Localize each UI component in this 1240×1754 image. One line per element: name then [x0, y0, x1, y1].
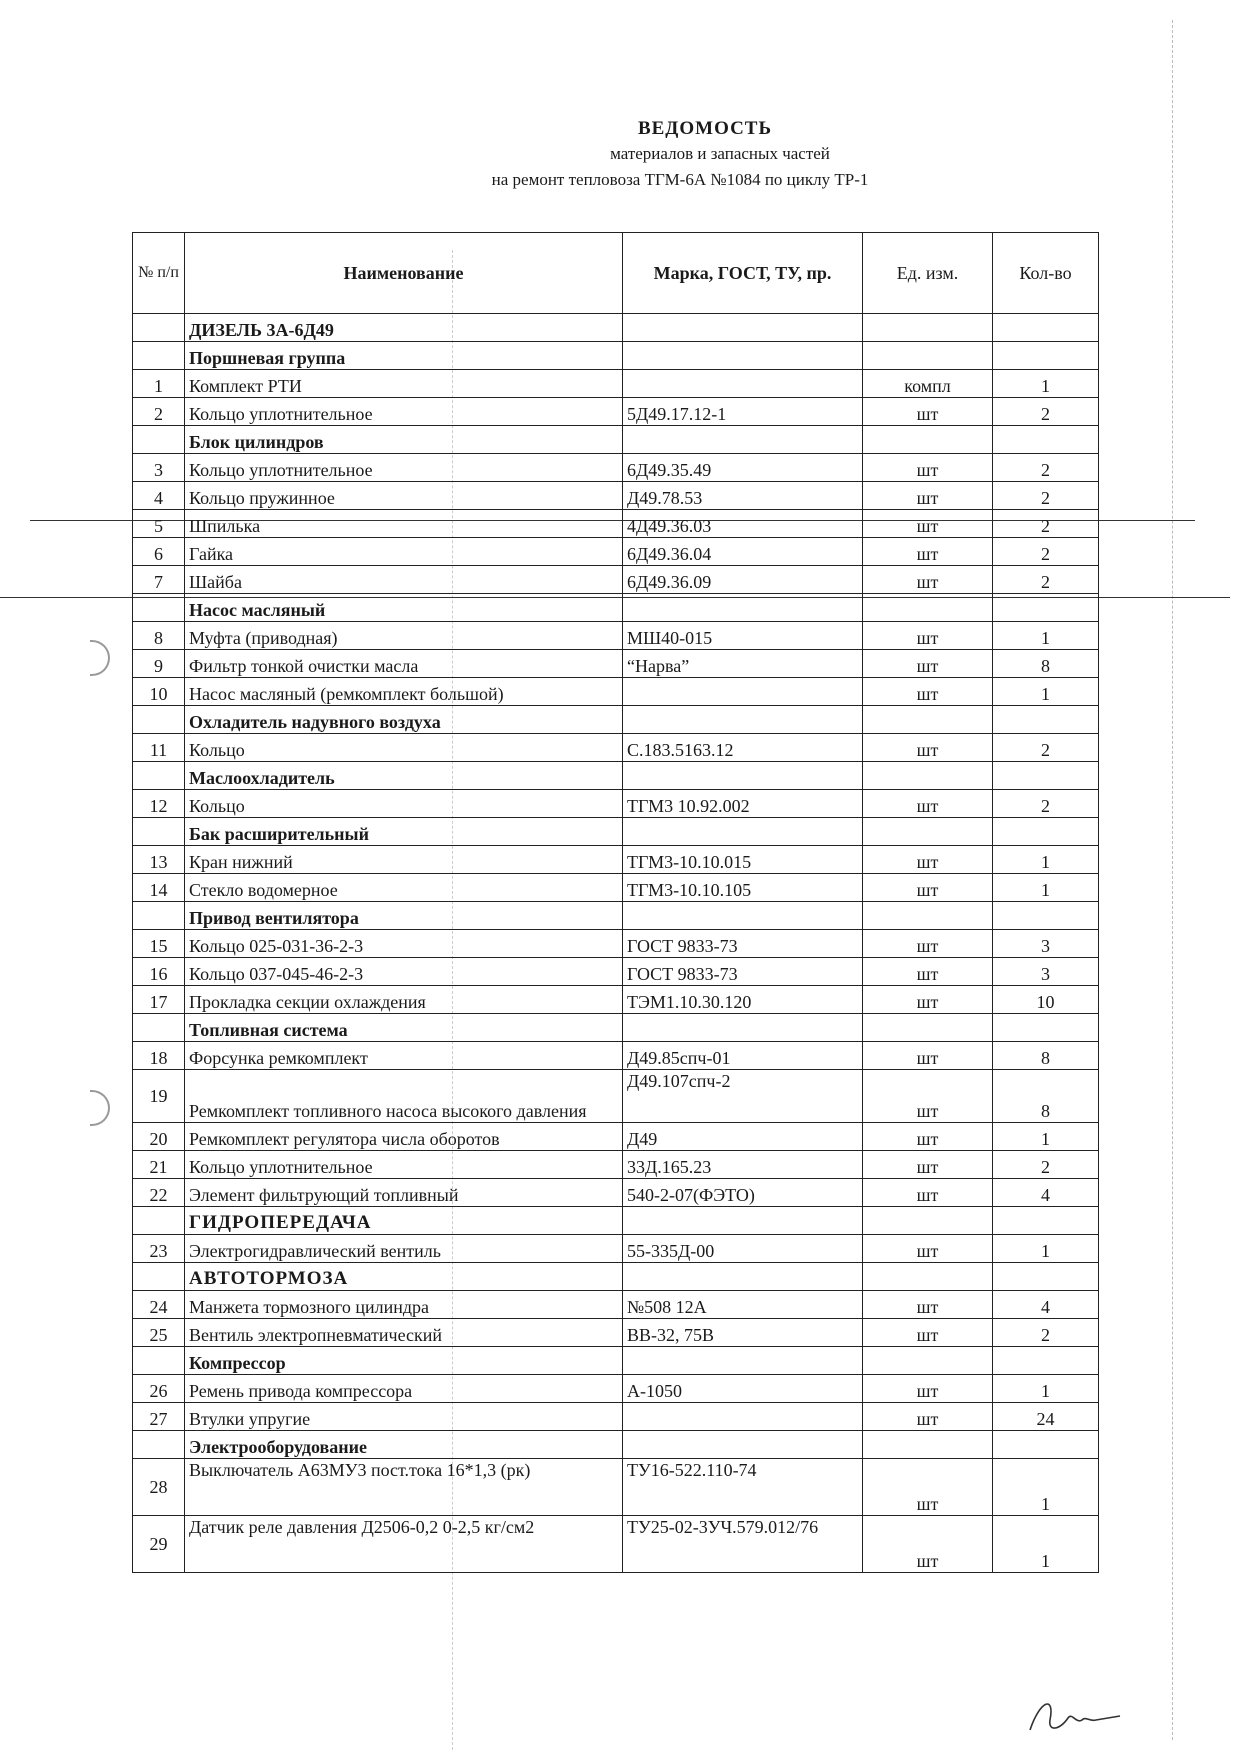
item-qty: 4 [993, 1291, 1099, 1319]
row-number: 13 [133, 846, 185, 874]
item-qty: 1 [993, 846, 1099, 874]
table-row [133, 454, 1099, 482]
row-number: 21 [133, 1151, 185, 1179]
item-mark: А-1050 [623, 1375, 863, 1403]
item-name: Кран нижний [185, 846, 623, 874]
item-qty: 2 [993, 566, 1099, 594]
item-qty [993, 706, 1099, 734]
item-qty [993, 818, 1099, 846]
row-number: 5 [133, 510, 185, 538]
item-name: Ремкомплект топливного насоса высокого давления [185, 1070, 623, 1123]
item-name: Поршневая группа [185, 342, 623, 370]
item-name: Ремкомплект регулятора числа оборотов [185, 1123, 623, 1151]
item-name: Фильтр тонкой очистки масла [185, 650, 623, 678]
table-row [133, 538, 1099, 566]
item-qty: 2 [993, 1319, 1099, 1347]
item-name: Ремень привода компрессора [185, 1375, 623, 1403]
row-number [133, 314, 185, 342]
item-unit: шт [863, 1319, 993, 1347]
item-unit: шт [863, 790, 993, 818]
item-unit [863, 902, 993, 930]
item-mark: ТУ16-522.110-74 [623, 1459, 863, 1516]
row-number: 24 [133, 1291, 185, 1319]
item-unit: шт [863, 454, 993, 482]
item-mark [623, 1207, 863, 1235]
table-row [133, 874, 1099, 902]
item-name: Элемент фильтрующий топливный [185, 1179, 623, 1207]
item-unit [863, 706, 993, 734]
row-number: 1 [133, 370, 185, 398]
row-number: 10 [133, 678, 185, 706]
item-qty: 2 [993, 454, 1099, 482]
item-unit: шт [863, 734, 993, 762]
item-name: ДИЗЕЛЬ 3А-6Д49 [185, 314, 623, 342]
row-number: 23 [133, 1235, 185, 1263]
item-unit: шт [863, 1375, 993, 1403]
row-number: 17 [133, 986, 185, 1014]
header-num: № п/п [133, 233, 185, 314]
document-header [0, 118, 1240, 190]
row-number: 14 [133, 874, 185, 902]
row-number: 15 [133, 930, 185, 958]
table-row [133, 1375, 1099, 1403]
row-number: 2 [133, 398, 185, 426]
row-number [133, 1431, 185, 1459]
item-name: Маслоохладитель [185, 762, 623, 790]
item-mark: Д49.85спч-01 [623, 1042, 863, 1070]
item-unit [863, 426, 993, 454]
item-qty: 3 [993, 930, 1099, 958]
table-row [133, 1403, 1099, 1431]
table-row [133, 678, 1099, 706]
item-mark [623, 426, 863, 454]
item-mark: ГОСТ 9833-73 [623, 958, 863, 986]
row-number: 22 [133, 1179, 185, 1207]
item-name: Насос масляный [185, 594, 623, 622]
row-number: 27 [133, 1403, 185, 1431]
item-mark [623, 1263, 863, 1291]
item-mark: “Нарва” [623, 650, 863, 678]
item-qty: 2 [993, 1151, 1099, 1179]
item-qty: 1 [993, 1459, 1099, 1516]
row-number [133, 1263, 185, 1291]
item-qty [993, 1207, 1099, 1235]
table-row [133, 510, 1099, 538]
item-qty: 8 [993, 1042, 1099, 1070]
signature-mark [1020, 1690, 1140, 1740]
row-number: 28 [133, 1459, 185, 1516]
item-mark [623, 1403, 863, 1431]
item-unit: шт [863, 1459, 993, 1516]
section-row [133, 426, 1099, 454]
table-row [133, 650, 1099, 678]
row-number: 8 [133, 622, 185, 650]
item-name: Кольцо уплотнительное [185, 398, 623, 426]
row-number: 16 [133, 958, 185, 986]
item-unit: шт [863, 930, 993, 958]
item-mark: Д49.78.53 [623, 482, 863, 510]
item-unit: шт [863, 538, 993, 566]
item-unit: шт [863, 650, 993, 678]
item-unit: шт [863, 1070, 993, 1123]
item-name: Датчик реле давления Д2506-0,2 0-2,5 кг/см2 [185, 1516, 623, 1573]
item-qty: 8 [993, 1070, 1099, 1123]
item-unit [863, 1347, 993, 1375]
row-number [133, 1207, 185, 1235]
item-unit: шт [863, 510, 993, 538]
item-name: Компрессор [185, 1347, 623, 1375]
item-unit: шт [863, 958, 993, 986]
item-name: Охладитель надувного воздуха [185, 706, 623, 734]
table-row [133, 846, 1099, 874]
scan-edge-marks [1172, 20, 1175, 1740]
item-name: Вентиль электропневматический [185, 1319, 623, 1347]
row-number [133, 1347, 185, 1375]
item-unit: шт [863, 986, 993, 1014]
item-mark: ТУ25-02-3УЧ.579.012/76 [623, 1516, 863, 1573]
row-number: 4 [133, 482, 185, 510]
item-unit: шт [863, 1179, 993, 1207]
item-qty: 1 [993, 678, 1099, 706]
item-qty: 10 [993, 986, 1099, 1014]
row-number: 20 [133, 1123, 185, 1151]
table-row [133, 1179, 1099, 1207]
table-row [133, 1459, 1099, 1516]
item-unit: шт [863, 1403, 993, 1431]
item-unit [863, 594, 993, 622]
item-unit: шт [863, 1235, 993, 1263]
item-unit: шт [863, 678, 993, 706]
row-number: 7 [133, 566, 185, 594]
row-number [133, 706, 185, 734]
item-name: Электрооборудование [185, 1431, 623, 1459]
header-unit: Ед. изм. [863, 233, 993, 314]
table-row [133, 622, 1099, 650]
section-row [133, 1207, 1099, 1235]
item-qty [993, 1263, 1099, 1291]
item-name: Прокладка секции охлаждения [185, 986, 623, 1014]
item-name: АВТОТОРМОЗА [185, 1263, 623, 1291]
item-qty: 1 [993, 1123, 1099, 1151]
item-name: Блок цилиндров [185, 426, 623, 454]
row-number: 26 [133, 1375, 185, 1403]
item-unit: шт [863, 1291, 993, 1319]
item-mark [623, 314, 863, 342]
table-row [133, 566, 1099, 594]
item-name: Кольцо уплотнительное [185, 1151, 623, 1179]
item-name: Выключатель А63МУ3 пост.тока 16*1,3 (рк) [185, 1459, 623, 1516]
table-row [133, 1123, 1099, 1151]
item-name: Топливная система [185, 1014, 623, 1042]
row-number [133, 426, 185, 454]
item-qty [993, 902, 1099, 930]
row-number [133, 594, 185, 622]
item-mark: 5Д49.17.12-1 [623, 398, 863, 426]
item-name: Муфта (приводная) [185, 622, 623, 650]
header-name: Наименование [185, 233, 623, 314]
item-mark: Д49 [623, 1123, 863, 1151]
table-row [133, 482, 1099, 510]
item-name: Кольцо [185, 790, 623, 818]
section-row [133, 342, 1099, 370]
row-number: 19 [133, 1070, 185, 1123]
item-mark: 33Д.165.23 [623, 1151, 863, 1179]
item-qty [993, 1014, 1099, 1042]
item-name: Втулки упругие [185, 1403, 623, 1431]
item-unit: шт [863, 846, 993, 874]
item-unit [863, 342, 993, 370]
item-name: Привод вентилятора [185, 902, 623, 930]
item-name: Кольцо 025-031-36-2-3 [185, 930, 623, 958]
item-mark [623, 594, 863, 622]
row-number: 12 [133, 790, 185, 818]
item-qty [993, 1431, 1099, 1459]
row-number [133, 902, 185, 930]
item-qty: 2 [993, 398, 1099, 426]
item-name: ГИДРОПЕРЕДАЧА [185, 1207, 623, 1235]
item-name: Манжета тормозного цилиндра [185, 1291, 623, 1319]
item-mark: ГОСТ 9833-73 [623, 930, 863, 958]
row-number [133, 342, 185, 370]
header-mark: Марка, ГОСТ, ТУ, пр. [623, 233, 863, 314]
item-unit: шт [863, 874, 993, 902]
item-unit: шт [863, 622, 993, 650]
table-row [133, 1235, 1099, 1263]
table-row [133, 1516, 1099, 1573]
item-unit [863, 1207, 993, 1235]
item-mark: №508 12А [623, 1291, 863, 1319]
section-row [133, 1014, 1099, 1042]
table-row [133, 986, 1099, 1014]
table-row [133, 1042, 1099, 1070]
item-unit: шт [863, 566, 993, 594]
item-mark: ТГМ3-10.10.105 [623, 874, 863, 902]
item-mark: 4Д49.36.03 [623, 510, 863, 538]
table-row [133, 1291, 1099, 1319]
item-mark [623, 678, 863, 706]
item-qty: 3 [993, 958, 1099, 986]
item-mark [623, 902, 863, 930]
item-qty [993, 762, 1099, 790]
item-name: Кольцо уплотнительное [185, 454, 623, 482]
row-number [133, 818, 185, 846]
item-name: Кольцо [185, 734, 623, 762]
item-qty: 2 [993, 734, 1099, 762]
item-unit: компл [863, 370, 993, 398]
item-mark: ТГМ3-10.10.015 [623, 846, 863, 874]
item-qty: 1 [993, 1516, 1099, 1573]
item-unit: шт [863, 1042, 993, 1070]
section-row [133, 594, 1099, 622]
item-name: Электрогидравлический вентиль [185, 1235, 623, 1263]
item-name: Гайка [185, 538, 623, 566]
section-row [133, 818, 1099, 846]
item-unit: шт [863, 1151, 993, 1179]
item-mark: 6Д49.36.09 [623, 566, 863, 594]
section-row [133, 1431, 1099, 1459]
item-qty [993, 594, 1099, 622]
item-name: Стекло водомерное [185, 874, 623, 902]
item-name: Насос масляный (ремкомплект большой) [185, 678, 623, 706]
punch-hole-mark [90, 640, 110, 676]
item-qty: 8 [993, 650, 1099, 678]
item-qty: 1 [993, 370, 1099, 398]
materials-table [132, 232, 1099, 1573]
table-row [133, 734, 1099, 762]
item-name: Бак расширительный [185, 818, 623, 846]
item-mark [623, 818, 863, 846]
row-number: 3 [133, 454, 185, 482]
section-row [133, 762, 1099, 790]
item-mark [623, 706, 863, 734]
item-unit [863, 762, 993, 790]
item-qty: 2 [993, 790, 1099, 818]
document-subtitle-2: на ремонт тепловоза ТГМ-6А №1084 по циклу ТР-1 [491, 170, 869, 189]
item-qty: 4 [993, 1179, 1099, 1207]
table-row [133, 958, 1099, 986]
row-number: 29 [133, 1516, 185, 1573]
item-unit [863, 818, 993, 846]
row-number: 18 [133, 1042, 185, 1070]
item-qty [993, 314, 1099, 342]
document-subtitle: материалов и запасных частей [610, 144, 830, 163]
item-mark: С.183.5163.12 [623, 734, 863, 762]
item-name: Кольцо 037-045-46-2-3 [185, 958, 623, 986]
table-row [133, 398, 1099, 426]
item-qty [993, 1347, 1099, 1375]
item-qty [993, 426, 1099, 454]
section-row [133, 706, 1099, 734]
section-row [133, 902, 1099, 930]
document-title: ВЕДОМОСТЬ [637, 118, 773, 139]
item-unit: шт [863, 1123, 993, 1151]
row-number: 11 [133, 734, 185, 762]
table-header-row [133, 233, 1099, 314]
item-unit [863, 1431, 993, 1459]
item-mark: 540-2-07(ФЭТО) [623, 1179, 863, 1207]
item-mark [623, 1431, 863, 1459]
row-number: 9 [133, 650, 185, 678]
item-mark: МШ40-015 [623, 622, 863, 650]
item-name: Шпилька [185, 510, 623, 538]
item-name: Форсунка ремкомплект [185, 1042, 623, 1070]
header-qty: Кол-во [993, 233, 1099, 314]
item-mark: Д49.107спч-2 [623, 1070, 863, 1123]
section-row [133, 1347, 1099, 1375]
section-row [133, 1263, 1099, 1291]
item-unit: шт [863, 482, 993, 510]
table-row [133, 1151, 1099, 1179]
item-unit: шт [863, 1516, 993, 1573]
item-unit [863, 1263, 993, 1291]
item-mark [623, 342, 863, 370]
item-name: Комплект РТИ [185, 370, 623, 398]
item-qty [993, 342, 1099, 370]
item-qty: 1 [993, 874, 1099, 902]
item-qty: 2 [993, 538, 1099, 566]
row-number: 6 [133, 538, 185, 566]
item-mark: ТЭМ1.10.30.120 [623, 986, 863, 1014]
item-mark: 55-335Д-00 [623, 1235, 863, 1263]
item-unit [863, 1014, 993, 1042]
item-mark: 6Д49.35.49 [623, 454, 863, 482]
punch-hole-mark [90, 1090, 110, 1126]
item-qty: 2 [993, 510, 1099, 538]
item-mark: ТГМ3 10.92.002 [623, 790, 863, 818]
item-name: Шайба [185, 566, 623, 594]
item-mark [623, 762, 863, 790]
row-number [133, 1014, 185, 1042]
item-qty: 24 [993, 1403, 1099, 1431]
item-mark [623, 1014, 863, 1042]
item-qty: 1 [993, 622, 1099, 650]
item-mark [623, 1347, 863, 1375]
item-qty: 2 [993, 482, 1099, 510]
table-row [133, 1070, 1099, 1123]
item-unit: шт [863, 398, 993, 426]
table-row [133, 370, 1099, 398]
table-row [133, 790, 1099, 818]
table-row [133, 1319, 1099, 1347]
item-name: Кольцо пружинное [185, 482, 623, 510]
item-mark [623, 370, 863, 398]
row-number [133, 762, 185, 790]
table-row [133, 930, 1099, 958]
item-qty: 1 [993, 1235, 1099, 1263]
item-qty: 1 [993, 1375, 1099, 1403]
section-row [133, 314, 1099, 342]
item-mark: ВВ-32, 75В [623, 1319, 863, 1347]
item-unit [863, 314, 993, 342]
item-mark: 6Д49.36.04 [623, 538, 863, 566]
row-number: 25 [133, 1319, 185, 1347]
